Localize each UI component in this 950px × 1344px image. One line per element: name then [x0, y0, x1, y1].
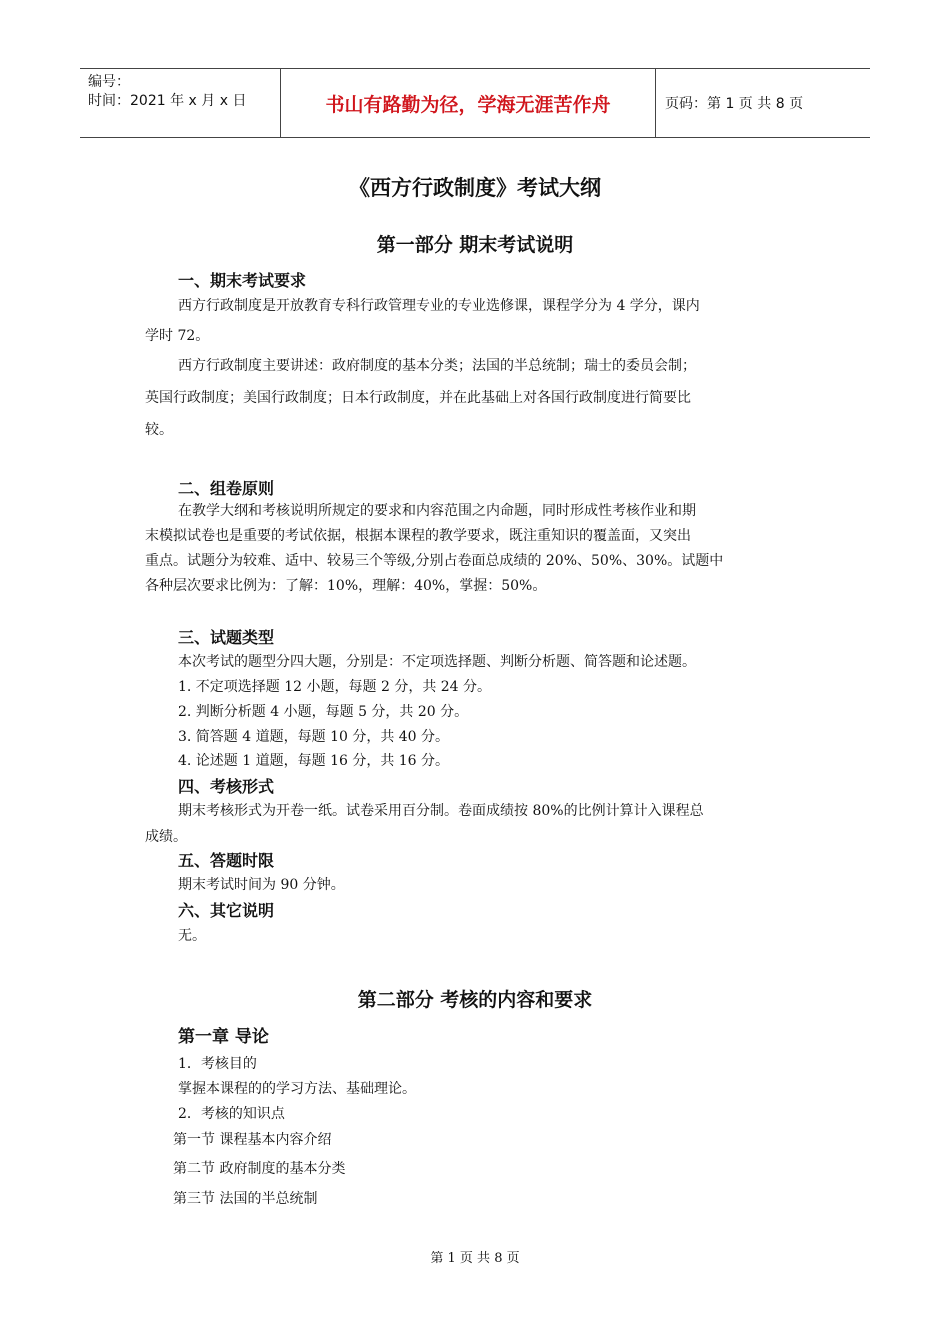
text-line: 学时 72。 [145, 328, 210, 344]
section3-intro: 本次考试的题型分四大题，分别是：不定项选择题、判断分析题、简答题和论述题。 [178, 654, 696, 670]
page-footer: 第 1 页 共 8 页 [430, 1251, 520, 1266]
section5-heading: 五、答题时限 [178, 851, 275, 870]
knowledge-points-label: 2．考核的知识点 [178, 1106, 285, 1122]
section5-text: 期末考试时间为 90 分钟。 [178, 877, 345, 893]
motto-text: 书山有路勤为径，学海无涯苦作舟 [325, 93, 611, 116]
header-meta-cell [80, 69, 280, 137]
section-item: 第一节 课程基本内容介绍 [173, 1132, 332, 1148]
section1-heading: 一、期末考试要求 [178, 271, 307, 290]
section6-text: 无。 [178, 928, 206, 944]
section1-paragraph1 [145, 291, 813, 351]
section2-heading: 二、组卷原则 [178, 479, 275, 498]
text-line: 期末考核形式为开卷一纸。试卷采用百分制。卷面成绩按 80%的比例计算计入课程总 [178, 803, 704, 819]
section4-paragraph [145, 798, 813, 850]
list-item: 2. 判断分析题 4 小题，每题 5 分，共 20 分。 [178, 704, 469, 720]
text-line: 重点。试题分为较难、适中、较易三个等级,分别占卷面总成绩的 20%、50%、30%。试题中 [145, 553, 724, 569]
objective-label: 1．考核目的 [178, 1056, 257, 1072]
section-item: 第二节 政府制度的基本分类 [173, 1161, 346, 1177]
text-line: 各种层次要求比例为：了解：10%，理解：40%，掌握：50%。 [145, 578, 547, 594]
text-line: 英国行政制度；美国行政制度；日本行政制度，并在此基础上对各国行政制度进行简要比 [145, 390, 691, 406]
text-line: 在教学大纲和考核说明所规定的要求和内容范围之内命题，同时形成性考核作业和期 [178, 503, 696, 519]
section2-paragraph [145, 499, 813, 599]
header-table [80, 68, 870, 138]
list-item: 3. 简答题 4 道题，每题 10 分，共 40 分。 [178, 729, 450, 745]
section-item: 第三节 法国的半总统制 [173, 1191, 318, 1207]
section6-heading: 六、其它说明 [178, 901, 275, 920]
chapter1-heading: 第一章 导论 [178, 1027, 269, 1047]
text-line: 西方行政制度主要讲述：政府制度的基本分类；法国的半总统制；瑞士的委员会制； [178, 358, 696, 374]
number-label: 编号： [88, 74, 130, 90]
section1-paragraph2 [145, 350, 813, 446]
time-label: 时间：2021 年 x 月 x 日 [88, 93, 247, 109]
page-code-cell [655, 69, 870, 137]
objective-text: 掌握本课程的的学习方法、基础理论。 [178, 1081, 416, 1097]
text-line: 西方行政制度是开放教育专科行政管理专业的专业选修课，课程学分为 4 学分，课内 [178, 298, 700, 314]
text-line: 末模拟试卷也是重要的考试依据，根据本课程的教学要求，既注重知识的覆盖面，又突出 [145, 528, 691, 544]
list-item: 4. 论述题 1 道题，每题 16 分，共 16 分。 [178, 753, 450, 769]
document-title: 《西方行政制度》考试大纲 [349, 176, 601, 200]
motto-cell [280, 69, 656, 137]
list-item: 1. 不定项选择题 12 小题，每题 2 分，共 24 分。 [178, 679, 492, 695]
part1-title: 第一部分 期末考试说明 [376, 234, 574, 256]
section4-heading: 四、考核形式 [178, 777, 275, 796]
text-line: 成绩。 [145, 829, 187, 845]
text-line: 较。 [145, 422, 173, 438]
page-code: 页码：第 1 页 共 8 页 [665, 96, 804, 112]
part2-title: 第二部分 考核的内容和要求 [357, 989, 593, 1011]
section3-heading: 三、试题类型 [178, 628, 275, 647]
